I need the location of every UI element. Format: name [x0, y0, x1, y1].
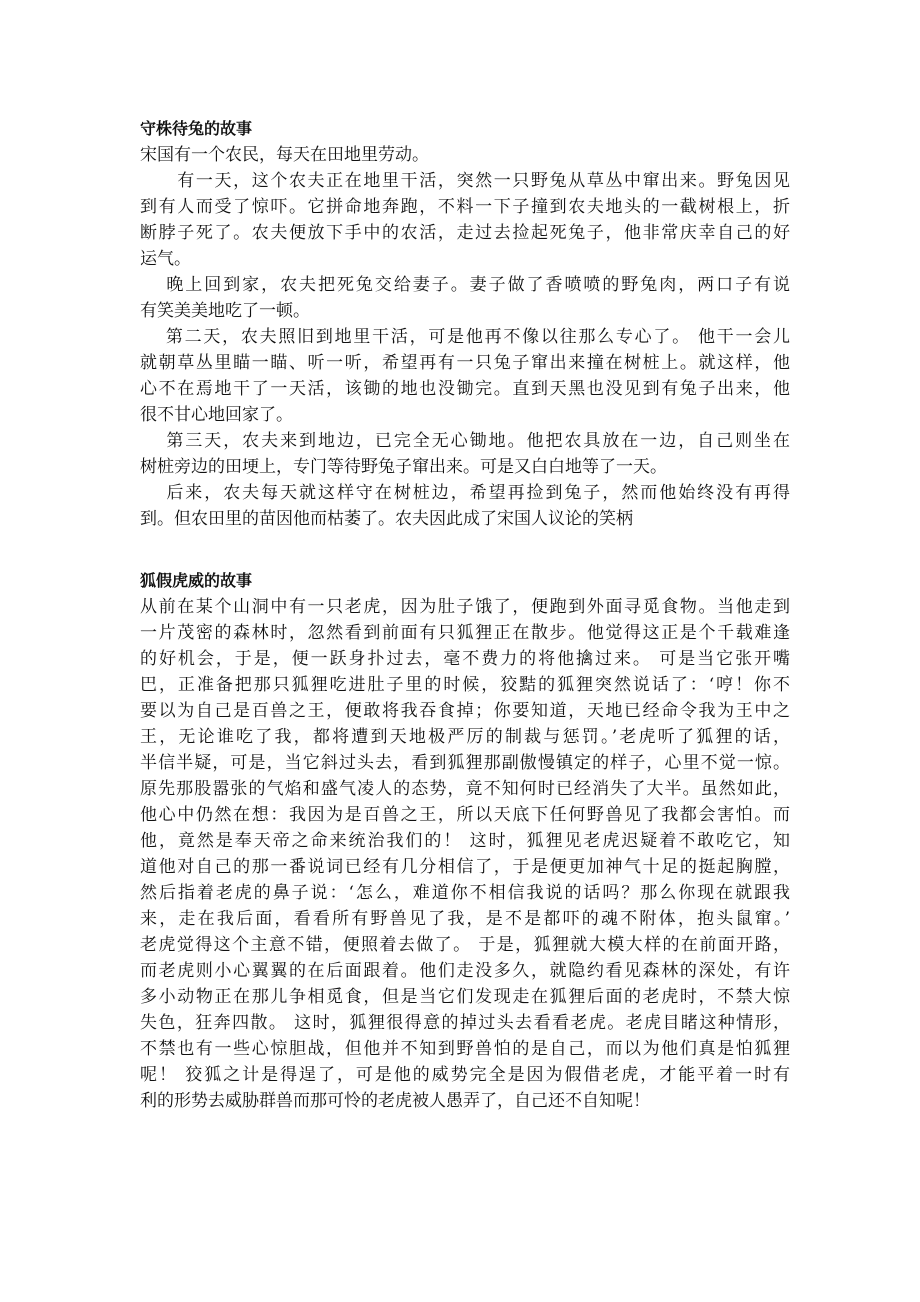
- text-line: 道他对自己的那一番说词已经有几分相信了，于是便更加神气十足的挺起胸膛，: [140, 857, 790, 877]
- story-title: 狐假虎威的故事: [140, 571, 253, 590]
- text-line: 多小动物正在那儿争相觅食，但是当它们发现走在狐狸后面的老虎时，不禁大惊: [140, 987, 790, 1007]
- text-line: 他，竟然是奉天帝之命来统治我们的！ 这时，狐狸见老虎迟疑着不敢吃它，知: [140, 831, 790, 851]
- text-line: 第二天，农夫照旧到地里干活，可是他再不像以往那么专心了。 他干一会儿: [140, 327, 790, 347]
- text-line: 有一天，这个农夫正在地里干活，突然一只野兔从草丛中窜出来。野兔因见: [140, 171, 790, 191]
- text-line: 很不甘心地回家了。: [140, 405, 293, 425]
- text-line: 断脖子死了。农夫便放下手中的农活，走过去捡起死兔子，他非常庆幸自己的好: [140, 223, 790, 243]
- text-line: 有笑美美地吃了一顿。: [140, 301, 310, 321]
- text-line: 晚上回到家，农夫把死兔交给妻子。妻子做了香喷喷的野兔肉，两口子有说: [140, 275, 790, 295]
- text-line: 他心中仍然在想：我因为是百兽之王，所以天底下任何野兽见了我都会害怕。而: [140, 805, 790, 825]
- text-line: 到有人而受了惊吓。它拼命地奔跑，不料一下子撞到农夫地头的一截树根上，折: [140, 197, 790, 217]
- text-line: 半信半疑，可是，当它斜过头去，看到狐狸那副傲慢镇定的样子，心里不觉一惊。: [140, 753, 790, 773]
- text-line: 而老虎则小心翼翼的在后面跟着。他们走没多久，就隐约看见森林的深处，有许: [140, 961, 790, 981]
- story-hujia-huwei: [140, 568, 790, 1114]
- text-line: 宋国有一个农民，每天在田地里劳动。: [140, 145, 429, 165]
- text-line: 失色，狂奔四散。 这时，狐狸很得意的掉过头去看看老虎。老虎目睹这种情形，: [140, 1013, 790, 1033]
- text-line: 第三天，农夫来到地边，已完全无心锄地。他把农具放在一边，自己则坐在: [140, 431, 790, 451]
- text-line: 巴，正准备把那只狐狸吃进肚子里的时候，狡黠的狐狸突然说话了：‘哼！你不: [140, 675, 790, 695]
- text-line: 的好机会，于是，便一跃身扑过去，毫不费力的将他擒过来。 可是当它张开嘴: [140, 649, 790, 669]
- text-line: 到。但农田里的苗因他而枯萎了。农夫因此成了宋国人议论的笑柄: [140, 509, 633, 529]
- text-line: 来，走在我后面，看看所有野兽见了我，是不是都吓的魂不附体，抱头鼠窜。’: [140, 909, 790, 929]
- text-line: 原先那股嚣张的气焰和盛气凌人的态势，竟不知何时已经消失了大半。虽然如此，: [140, 779, 790, 799]
- text-line: 树桩旁边的田埂上，专门等待野兔子窜出来。可是又白白地等了一天。: [140, 457, 667, 477]
- text-line: 心不在焉地干了一天活，该锄的地也没锄完。直到天黑也没见到有兔子出来，他: [140, 379, 790, 399]
- story-shouzhu-daitu: [140, 116, 790, 532]
- text-line: 就朝草丛里瞄一瞄、听一听，希望再有一只兔子窜出来撞在树桩上。就这样，他: [140, 353, 790, 373]
- text-line: 一片茂密的森林时，忽然看到前面有只狐狸正在散步。他觉得这正是个千载难逢: [140, 623, 790, 643]
- story-title: 守株待兔的故事: [140, 119, 253, 138]
- text-line: 后来，农夫每天就这样守在树桩边，希望再捡到兔子，然而他始终没有再得: [140, 483, 790, 503]
- text-line: 利的形势去威胁群兽而那可怜的老虎被人愚弄了，自己还不自知呢！: [140, 1091, 650, 1111]
- text-line: 运气。: [140, 249, 191, 269]
- text-line: 王，无论谁吃了我，都将遭到天地极严厉的制裁与惩罚。’老虎听了狐狸的话，: [140, 727, 790, 747]
- text-line: 从前在某个山洞中有一只老虎，因为肚子饿了，便跑到外面寻觅食物。当他走到: [140, 597, 790, 617]
- text-line: 呢！ 狡狐之计是得逞了，可是他的威势完全是因为假借老虎，才能平着一时有: [140, 1065, 790, 1085]
- text-line: 要以为自己是百兽之王，便敢将我吞食掉；你要知道，天地已经命令我为王中之: [140, 701, 790, 721]
- text-line: 然后指着老虎的鼻子说：‘怎么，难道你不相信我说的话吗？那么你现在就跟我: [140, 883, 790, 903]
- text-line: 不禁也有一些心惊胆战，但他并不知到野兽怕的是自己，而以为他们真是怕狐狸: [140, 1039, 790, 1059]
- text-line: 老虎觉得这个主意不错，便照着去做了。 于是，狐狸就大模大样的在前面开路，: [140, 935, 790, 955]
